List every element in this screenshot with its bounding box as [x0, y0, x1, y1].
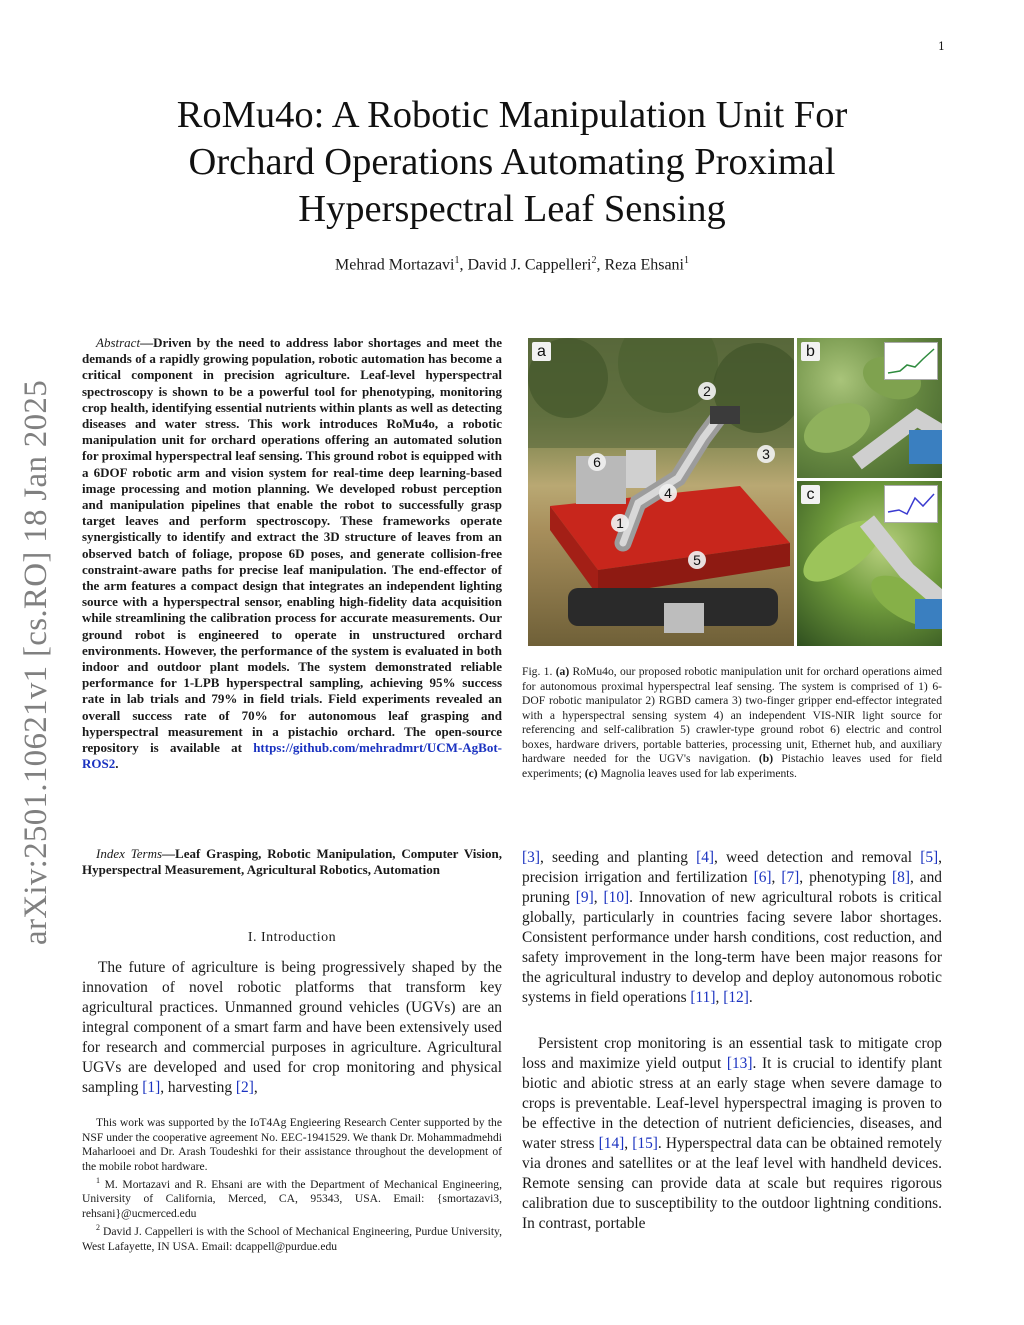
citation-link[interactable]: [12]: [723, 989, 749, 1006]
footnote-text: M. Mortazavi and R. Ehsani are with the Department of Mechanical Engineering, University of California, Merced, CA, 95343, USA. Email: {smortazavi3, rehsani}@ucmerced.edu: [82, 1177, 502, 1220]
abstract-text: Driven by the need to address labor shortages and meet the demands of a rapidly growing population, robotic automation has become a critical component in precision agriculture. Leaf-level hyperspectral spectroscopy is shown to be a powerful tool for phenotyping, monitoring crop health, identifying essential nutrients within plants as well as detecting diseases and water stress. This work introduces RoMu4o, a robotic manipulation unit for orchard operations offering an automated solution for proximal hyperspectral leaf sensing. This ground robot is equipped with a 6DOF robotic arm and vision system for real-time deep learning-based image processing and motion planning. We developed robust perception and manipulation pipelines that enable the robot to successfully grasp target leaves and perform spectroscopy. These frameworks operate synergistically to identify and extract the 3D structure of leaves from an observed batch of foliage, propose 6D poses, and generate collision-free constraint-aware paths for precise leaf manipulation. The end-effector of the arm features a compact design that integrates an independent lighting source with a hyperspectral sensor, enabling high-fidelity data acquisition while streamlining the calibration process for accurate measurements. Our ground robot is engineered to operate in unstructured orchard environments. However, the performance of the system is evaluated in both indoor and outdoor plant models. The system demonstrated reliable performance for 1-LPB hyperspectral sampling, achieving 95% success rate in lab trials and 79% in field trials. Field experiments revealed an overall success rate of 70% for autonomous leaf grasping and hyperspectral measurement in a pistachio orchard. The open-source repository is available at: [82, 335, 502, 756]
abstract-end: .: [115, 756, 119, 772]
funding-footnote: This work was supported by the IoT4Ag Engieering Research Center supported by the NSF under the cooperative agreement No. EEC-1941529. We thank Dr. Mohammadmehdi Maharlooei and Dr. Arash Toudeshki for their assistance throughout the development of the mobile robot hardware.: [82, 1116, 502, 1173]
intro-paragraph: [82, 958, 502, 1098]
pistachio-leaves-panel: [797, 338, 942, 478]
body-text: ,: [715, 989, 724, 1006]
panel-label-b: b: [801, 342, 820, 361]
caption-text: Magnolia leaves used for lab experiments.: [597, 766, 797, 780]
index-terms-label: Index Terms: [96, 846, 163, 861]
callout-6: 6: [588, 453, 606, 471]
citation-link[interactable]: [5]: [920, 849, 939, 866]
callout-2: 2: [698, 382, 716, 400]
footnote-mark: 2: [96, 1223, 100, 1233]
citation-link[interactable]: [13]: [726, 1055, 753, 1072]
footnote-mark: 1: [96, 1176, 100, 1185]
index-terms: [82, 846, 502, 878]
body-text: . Innovation of new agricultural robots is critical globally, particularly in countries facing severe labor shortages. Consistent performance under harsh conditions, cost reduction, and safety improvement in the long-term have been major reasons for the agricultural industry to develop and deploy autonomous robotic systems in field operations: [522, 889, 942, 1006]
crop-monitoring-paragraph: [522, 1034, 942, 1234]
intro-text: The future of agriculture is being progressively shaped by the innovation of novel robotic platforms that transform key agricultural practices. Unmanned ground vehicles (UGVs) are an integral component of a smart farm and have been extensively used for research and commercial purposes in agriculture. Agricultural UGVs are developed and used for crop monitoring and physical sampling: [82, 959, 502, 1096]
citation-link[interactable]: [11]: [690, 989, 716, 1006]
body-text: ,: [771, 869, 782, 886]
callout-1: 1: [611, 514, 629, 532]
paper-title: RoMu4o: A Robotic Manipulation Unit For Orchard Operations Automating Proximal Hyperspectral Leaf Sensing: [176, 94, 848, 230]
author-list: Mehrad Mortazavi$^1$, David J. Cappelleri$^2$, Reza Ehsani$^1$: [334, 255, 689, 274]
panel-label-a: a: [532, 342, 551, 361]
section-heading-introduction: I. Introduction: [247, 930, 337, 945]
caption-label: Fig. 1.: [522, 665, 556, 678]
callout-5: 5: [688, 551, 706, 569]
citation-link[interactable]: [8]: [892, 869, 910, 886]
citation-link[interactable]: [1]: [142, 1079, 161, 1096]
spectrum-curve-icon: [885, 486, 937, 522]
index-terms-dash: —: [162, 846, 176, 861]
arxiv-stamp: arXiv:2501.10621v1 [cs.RO] 18 Jan 2025: [18, 379, 54, 945]
author-affiliation-mark: 2: [591, 255, 597, 266]
index-terms-text: Leaf Grasping, Robotic Manipulation, Computer Vision, Hyperspectral Measurement, Agricultural Robotics, Automation: [82, 846, 502, 878]
citation-link[interactable]: [15]: [632, 1135, 658, 1152]
body-text: , precision irrigation and fertilization: [522, 849, 942, 886]
body-text: Persistent crop monitoring is an essential task to mitigate crop loss and maximize yield output: [522, 1035, 942, 1072]
figure-caption: [522, 665, 942, 781]
affiliation-footnote-2: [82, 1221, 502, 1254]
citation-link[interactable]: [6]: [753, 869, 772, 886]
author-name: David J. Cappelleri: [467, 256, 592, 274]
footnote-text: David J. Cappelleri is with the School of Mechanical Engineering, Purdue University, West Lafayette, IN USA. Email: dcappell@purdue.edu: [82, 1225, 502, 1253]
body-text: , phenotyping: [799, 869, 893, 886]
citation-link[interactable]: [10]: [603, 889, 630, 906]
spectrum-plot-inset: [884, 485, 938, 523]
author-affiliation-mark: 1: [454, 255, 460, 266]
author-name: Reza Ehsani: [604, 256, 684, 274]
body-text: , and pruning: [522, 869, 943, 906]
body-text: ,: [593, 889, 604, 906]
affiliation-footnote-1: [82, 1174, 502, 1221]
citation-link[interactable]: [2]: [235, 1079, 254, 1096]
figure-1: [528, 338, 942, 646]
intro-paragraph-continued: [522, 848, 942, 1008]
spectrum-plot-inset: [884, 342, 938, 380]
page-number: 1: [938, 40, 945, 53]
caption-c-marker: (c): [584, 766, 598, 780]
magnolia-leaves-panel: [797, 481, 942, 646]
caption-text: RoMu4o, our proposed robotic manipulation unit for orchard operations aimed for autonomous proximal hyperspectral leaf sensing. The system is comprised of 1) 6-DOF robotic manipulator 2) RGBD camera 3) two-finger gripper end-effector integrated with a hyperspectral sensing system 4) an independent VIS-NIR light source for referencing and self-calibration 5) crawler-type ground robot 6) electric and control boxes, hardware drivers, portable batteries, processing unit, Ethernet hub, and auxiliary hardware needed for the UGV's navigation.: [522, 665, 943, 765]
caption-b-marker: (b): [758, 752, 774, 765]
callout-4: 4: [659, 484, 677, 502]
citation-link[interactable]: [14]: [598, 1135, 625, 1152]
abstract-dash: —: [140, 335, 154, 350]
footnotes: [82, 1116, 502, 1254]
repository-link[interactable]: https://github.com/mehradmrt/UCM-AgBot-ROS2: [82, 740, 502, 772]
abstract-label: Abstract: [96, 335, 141, 350]
body-text: , seeding and planting: [539, 849, 697, 866]
spectrum-curve-icon: [885, 343, 937, 379]
body-text: . It is crucial to identify plant biotic and abiotic stress at an early stage when severe damage to crops is preventable. Leaf-level hyperspectral imaging is proven to be effective in the detection of nutrient deficiencies, diseases, and water stress: [522, 1055, 942, 1152]
callout-3: 3: [757, 445, 775, 463]
caption-a-marker: (a): [555, 665, 570, 678]
abstract: [82, 335, 502, 772]
body-text: . Hyperspectral data can be obtained remotely via drones and satellites or at the leaf level with handheld devices. Remote sensing can provide data at scale but requires rigorous calibration due to susceptibility to the outdoor lightning conditions. In contrast, portable: [522, 1135, 942, 1232]
intro-text: ,: [253, 1079, 258, 1096]
body-text: , weed detection and removal: [714, 849, 921, 866]
robot-photo-panel: [528, 338, 794, 646]
caption-text: Pistachio leaves used for field experiments;: [522, 752, 942, 780]
body-text: ,: [624, 1135, 633, 1152]
author-name: Mehrad Mortazavi: [334, 256, 455, 274]
panel-label-c: c: [801, 485, 820, 504]
citation-link[interactable]: [4]: [696, 849, 715, 866]
citation-link[interactable]: [7]: [781, 869, 800, 886]
intro-text: , harvesting: [160, 1079, 236, 1096]
body-text: .: [748, 989, 753, 1006]
citation-link[interactable]: [9]: [575, 889, 594, 906]
author-affiliation-mark: 1: [684, 255, 689, 266]
citation-link[interactable]: [3]: [522, 849, 540, 866]
